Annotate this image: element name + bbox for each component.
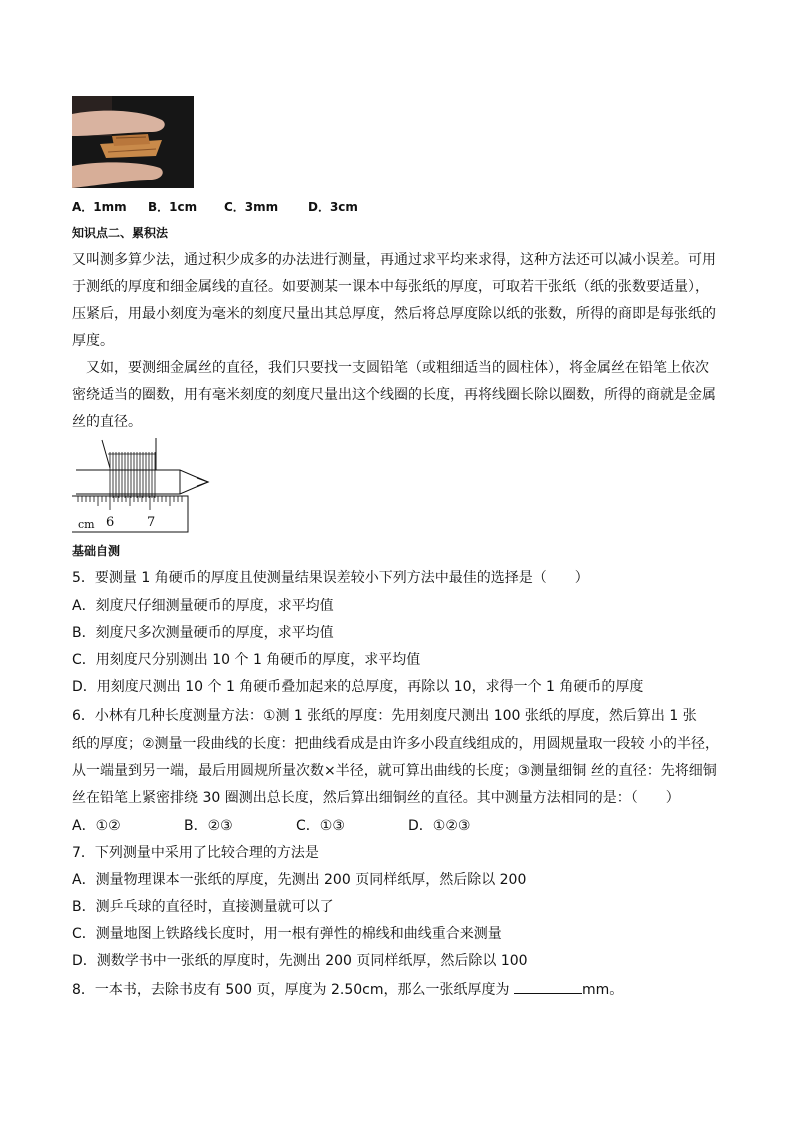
paragraph-line: 丝的直径。 [72, 414, 142, 430]
q8-stem-before: 8．一本书，去除书皮有 500 页，厚度为 2.50cm，那么一张纸厚度为 [72, 982, 514, 998]
q7-option-d: D．测数学书中一张纸的厚度时，先测出 200 页同样纸厚，然后除以 100 [72, 953, 528, 969]
q6-stem-line: 丝在铅笔上紧密排绕 30 圈测出总长度，然后算出细铜丝的直径。其中测量方法相同的是：（ ） [72, 790, 680, 806]
q6-stem-line: 从一端量到另一端，最后用圆规所量次数×半径，就可算出曲线的长度；③测量细铜 丝的直径：先将细铜 [72, 763, 717, 779]
paragraph-line: 又如，要测细金属丝的直径，我们只要找一支圆铅笔（或粗细适当的圆柱体），将金属丝在铅笔上依次 [86, 360, 709, 376]
self-test-heading: 基础自测 [72, 544, 121, 558]
q6-options [72, 816, 470, 836]
q6-option-d: D．①②③ [408, 818, 471, 834]
q8-answer-blank[interactable] [514, 979, 582, 994]
q7-stem: 7．下列测量中采用了比较合理的方法是 [72, 845, 319, 861]
q6-stem-line: 纸的厚度；②测量一段曲线的长度：把曲线看成是由许多小段直线组成的，用圆规量取一段较 小的半径， [72, 736, 719, 752]
section-heading: 知识点二、累积法 [72, 226, 169, 240]
ruler-tick-6: 6 [106, 515, 115, 530]
q6-stem-line: 6．小林有几种长度测量方法：①测 1 张纸的厚度：先用刻度尺测出 100 张纸的厚度，然后算出 1 张 [72, 708, 697, 724]
q8-stem [72, 979, 623, 1000]
q6-option-b: B．②③ [184, 818, 233, 834]
paragraph-line: 压紧后，用最小刻度为毫米的刻度尺量出其总厚度，然后将总厚度除以纸的张数，所得的商即是每张纸的 [72, 306, 716, 322]
q5-stem: 5．要测量 1 角硬币的厚度且使测量结果误差较小下列方法中最佳的选择是（ ） [72, 570, 589, 586]
ruler-unit-label: cm [78, 518, 95, 531]
q5-option-d: D．用刻度尺测出 10 个 1 角硬币叠加起来的总厚度，再除以 10，求得一个 1 角硬币的厚度 [72, 679, 644, 695]
paragraph-line: 密绕适当的圈数，用有毫米刻度的刻度尺量出这个线圈的长度，再将线圈长除以圈数，所得的商就是金属 [72, 387, 716, 403]
q5-option-b: B．刻度尺多次测量硬币的厚度，求平均值 [72, 625, 334, 641]
q4-option-b: B．1cm [148, 200, 198, 214]
ruler-tick-7: 7 [147, 515, 156, 530]
paragraph-line: 又叫测多算少法，通过积少成多的办法进行测量，再通过求平均来求得，这种方法还可以减小误差。可用 [72, 252, 716, 268]
q5-option-c: C．用刻度尺分别测出 10 个 1 角硬币的厚度，求平均值 [72, 652, 421, 668]
q7-option-a: A．测量物理课本一张纸的厚度，先测出 200 页同样纸厚，然后除以 200 [72, 872, 527, 888]
q5-option-a: A．刻度尺仔细测量硬币的厚度，求平均值 [72, 598, 334, 614]
q6-option-a: A．①② [72, 818, 121, 834]
carved-boat-photo [72, 96, 194, 188]
q8-stem-after: mm。 [581, 982, 624, 998]
q7-option-b: B．测乒乓球的直径时，直接测量就可以了 [72, 899, 334, 915]
q7-option-c: C．测量地图上铁路线长度时，用一根有弹性的棉线和曲线重合来测量 [72, 926, 502, 942]
paragraph-line: 厚度。 [72, 333, 114, 349]
pencil-wire-ruler-diagram [72, 438, 212, 534]
paragraph-line: 于测纸的厚度和细金属线的直径。如要测某一课本中每张纸的厚度，可取若干张纸（纸的张数要适量）， [72, 279, 709, 295]
q6-option-c: C．①③ [296, 818, 345, 834]
q4-options [72, 197, 358, 217]
q4-option-a: A．1mm [72, 200, 127, 214]
q4-option-c: C．3mm [224, 200, 279, 214]
q4-option-d: D．3cm [308, 200, 358, 214]
